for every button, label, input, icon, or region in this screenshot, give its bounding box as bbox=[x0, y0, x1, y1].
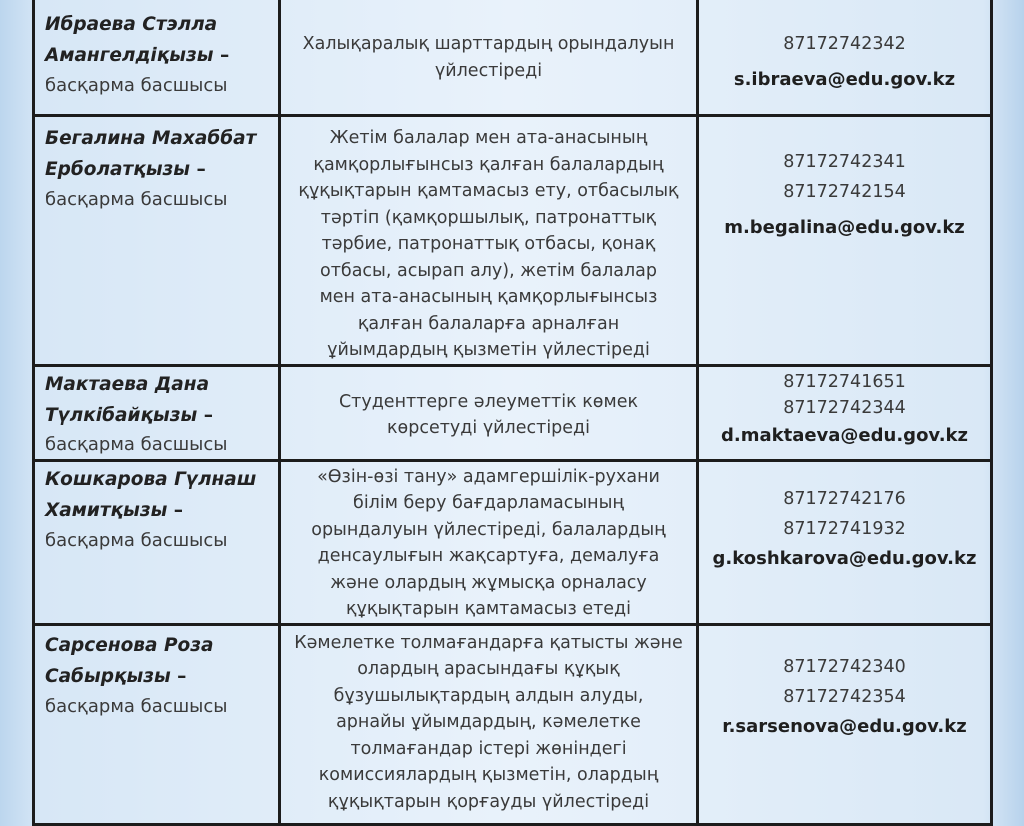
phone-number: 87172742354 bbox=[783, 686, 906, 707]
email-address[interactable]: d.maktaeva@edu.gov.kz bbox=[721, 424, 968, 446]
employee-name: Мактаева Дана Түлкібайқызы – bbox=[45, 373, 213, 426]
employee-role: басқарма басшысы bbox=[45, 529, 228, 551]
staff-directory-sheet bbox=[32, 0, 990, 812]
contact-cell bbox=[698, 365, 992, 460]
employee-name: Бегалина Махаббат Ерболатқызы – bbox=[45, 128, 257, 180]
duty-cell bbox=[280, 0, 698, 116]
employee-name: Сарсенова Роза Сабырқызы – bbox=[45, 634, 214, 687]
table-row bbox=[34, 0, 992, 116]
duty-text: «Өзін-өзі тану» адамгершілік-рухани білім беру бағдарламасының орындалуын үйлестіреді, балалардың денсаулығын жақсартуға, демалуға және олардың жұмысқа орналасу құқықтарын қамтамасыз етеді bbox=[311, 466, 666, 619]
email-address[interactable]: m.begalina@edu.gov.kz bbox=[724, 217, 965, 238]
duty-text: Студенттерге әлеуметтік көмек көрсетуді үйлестіреді bbox=[338, 391, 639, 438]
phone-number: 87172742344 bbox=[783, 397, 906, 418]
contact-cell bbox=[698, 0, 992, 116]
duty-cell bbox=[280, 624, 698, 824]
email-address[interactable]: r.sarsenova@edu.gov.kz bbox=[722, 715, 967, 737]
employee-cell bbox=[34, 624, 280, 824]
table-row bbox=[34, 365, 992, 460]
table-row bbox=[34, 460, 992, 624]
email-address[interactable]: g.koshkarova@edu.gov.kz bbox=[712, 547, 977, 569]
contact-cell bbox=[698, 460, 992, 624]
duty-text: Кәмелетке толмағандарға қатысты және олардың арасындағы құқық бұзушылықтардың алдын алуды, арнайы ұйымдардың, кәмелетке толмағандар істері жөніндегі комиссиялардың қызметін, олардың құқықтарын қорғауды үйлестіреді bbox=[294, 632, 683, 812]
duty-text: Жетім балалар мен ата-анасының қамқорлығынсыз қалған балалардың құқықтарын қамтамасыз ету, отбасылық тәртіп (қамқоршылық, патронаттық тәрбие, патронаттық отбасы, қонақ отбасы, асырап алу), жетім балалар мен ата-анасының қамқорлығынсыз қалған балаларға арналған ұйымдардың қызметін үйлестіреді bbox=[298, 128, 679, 360]
phone-number: 87172741651 bbox=[783, 371, 906, 392]
duty-cell bbox=[280, 365, 698, 460]
contact-cell bbox=[698, 624, 992, 824]
duty-text: Халықаралық шарттардың орындалуын үйлестіреді bbox=[302, 34, 675, 81]
table-row bbox=[34, 116, 992, 366]
employee-cell bbox=[34, 0, 280, 116]
contact-cell bbox=[698, 116, 992, 366]
employee-cell bbox=[34, 460, 280, 624]
duty-cell bbox=[280, 460, 698, 624]
phone-number: 87172742340 bbox=[783, 656, 906, 677]
phone-number: 87172742154 bbox=[783, 182, 906, 202]
employee-role: басқарма басшысы bbox=[45, 75, 228, 96]
email-address[interactable]: s.ibraeva@edu.gov.kz bbox=[733, 69, 956, 90]
employee-cell bbox=[34, 116, 280, 366]
phone-number: 87172742341 bbox=[783, 152, 906, 172]
phone-number: 87172742176 bbox=[783, 488, 906, 509]
employee-name: Кошкарова Гүлнаш Хамитқызы – bbox=[45, 468, 257, 521]
employee-cell bbox=[34, 365, 280, 460]
duty-cell bbox=[280, 116, 698, 366]
employee-name: Ибраева Стэлла Амангелдіқызы – bbox=[45, 14, 230, 66]
employee-role: басқарма басшысы bbox=[45, 433, 228, 455]
staff-table bbox=[32, 0, 993, 826]
phone-number: 87172742342 bbox=[783, 34, 906, 54]
table-row bbox=[34, 624, 992, 824]
phone-number: 87172741932 bbox=[783, 518, 906, 539]
employee-role: басқарма басшысы bbox=[45, 189, 228, 210]
employee-role: басқарма басшысы bbox=[45, 695, 228, 717]
